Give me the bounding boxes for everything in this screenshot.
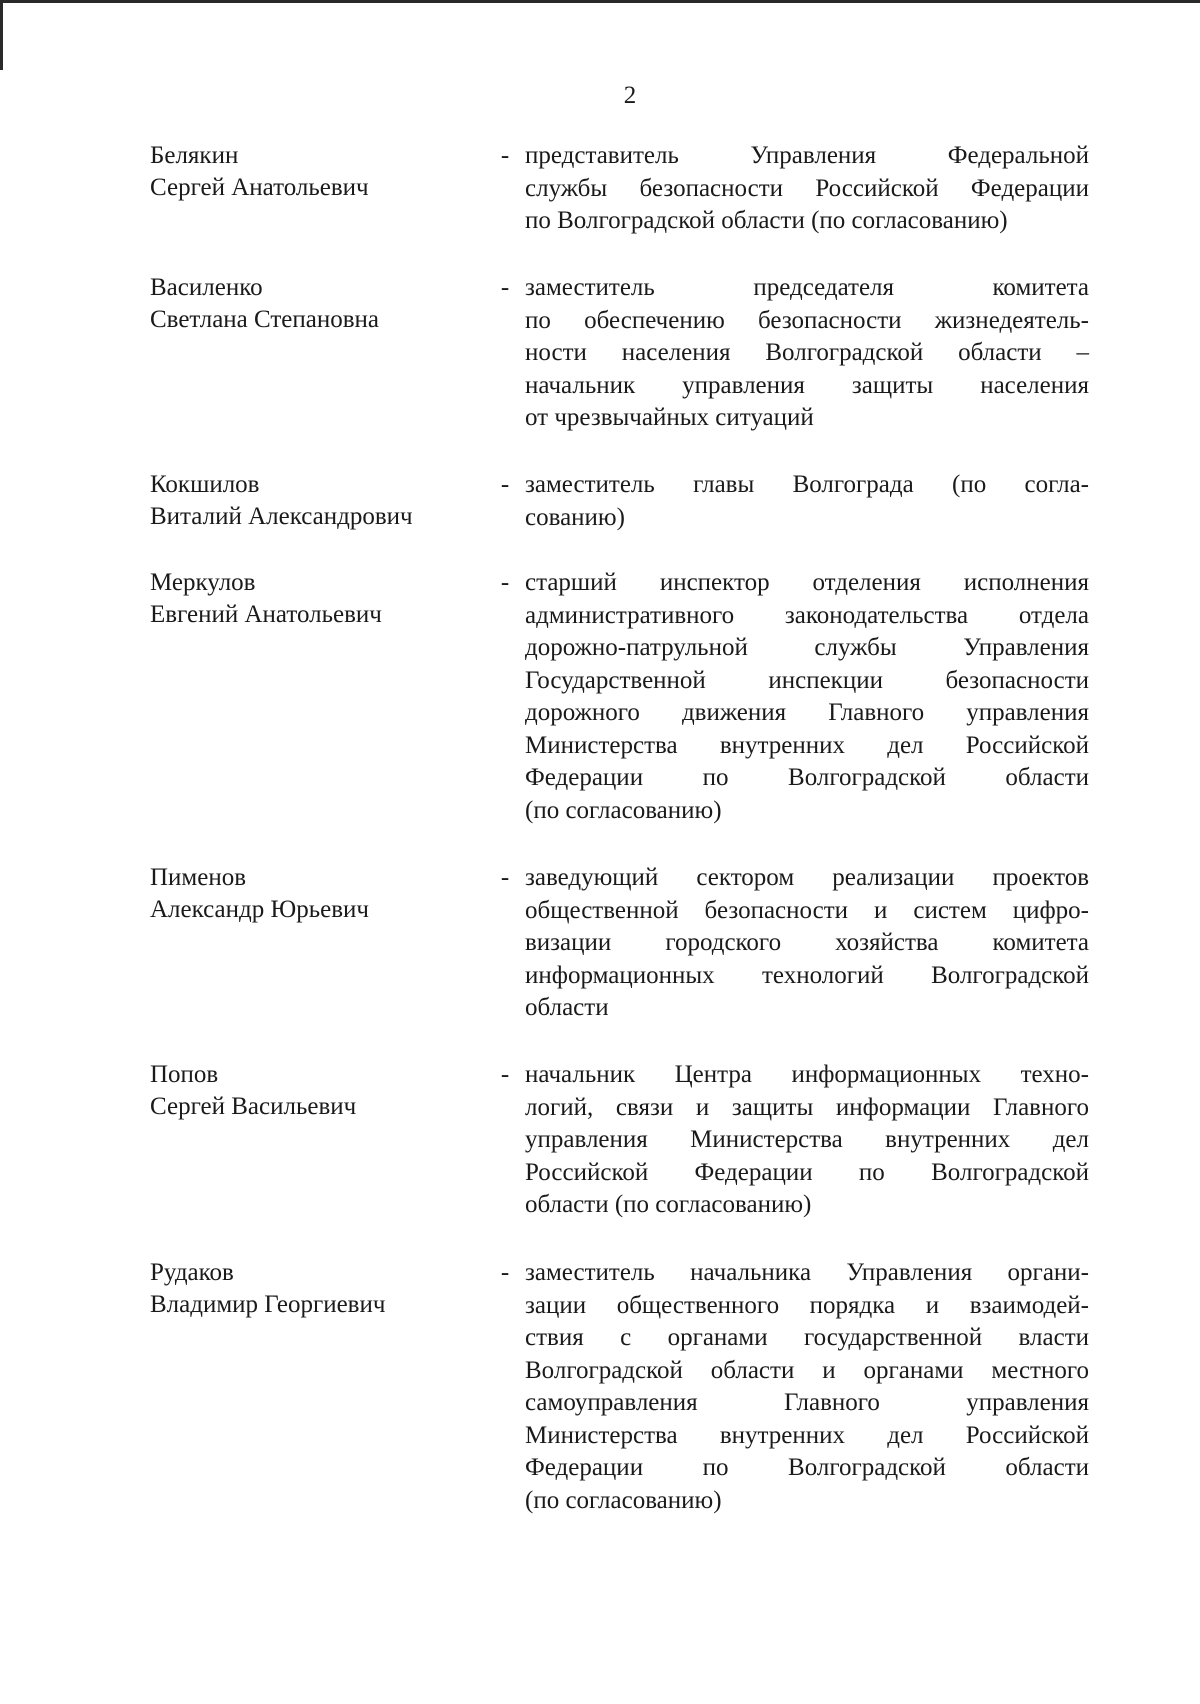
member-surname: Василенко [150,274,263,301]
member-name [150,567,490,631]
member-surname: Попов [150,1061,219,1088]
position-line: дорожного движения Главного управления [525,699,1089,726]
position-line: старший инспектор отделения исполнения [525,569,1089,596]
position-line: по Волгоградской области (по согласованию) [525,207,1008,234]
position-line: сованию) [525,503,625,531]
member-name [150,140,490,204]
position-line: заведующий сектором реализации проектов [525,864,1089,891]
separator-dash: - [500,274,510,301]
member-surname: Рудаков [150,1259,234,1286]
member-name [150,862,490,926]
position-line: информационных технологий Волгоградской [525,961,1089,989]
position-line: начальник управления защиты населения [525,371,1089,399]
position-line: заместитель начальника Управления органи- [525,1259,1089,1286]
position-line: зации общественного порядка и взаимодей- [525,1291,1089,1319]
member-name [150,469,490,533]
position-line: области (по согласованию) [525,1191,812,1218]
position-line: дорожно-патрульной службы Управления [525,634,1089,661]
position-line: (по согласованию) [525,1486,722,1514]
separator-dash: - [500,864,510,891]
member-surname: Кокшилов [150,471,260,498]
position-line: Волгоградской области и органами местного [525,1356,1089,1384]
member-given-name: Владимир Георгиевич [150,1291,386,1318]
position-line: ствия с органами государственной власти [525,1324,1089,1351]
member-position [525,1059,1089,1222]
member-position [525,272,1089,435]
page-number: 2 [623,82,637,109]
member-position [525,1257,1089,1517]
position-line: от чрезвычайных ситуаций [525,404,814,431]
position-line: Федерации по Волгоградской области [525,764,1089,791]
member-position [525,862,1089,1025]
member-given-name: Сергей Анатольевич [150,174,369,201]
member-position [525,567,1089,827]
member-surname: Меркулов [150,569,256,596]
position-line: логий, связи и защиты информации Главного [525,1093,1089,1121]
separator-dash: - [500,1259,510,1286]
separator-dash: - [500,569,510,596]
position-line: административного законодательства отдела [525,601,1089,629]
position-line: области [525,994,609,1021]
position-line: начальник Центра информационных техно- [525,1061,1089,1088]
position-line: заместитель председателя комитета [525,274,1089,301]
member-position [525,140,1089,238]
position-line: управления Министерства внутренних дел [525,1126,1089,1153]
position-line: Министерства внутренних дел Российской [525,731,1089,759]
scan-border-top [0,0,1200,3]
separator-dash: - [500,1061,510,1088]
member-name [150,1257,490,1321]
member-given-name: Светлана Степановна [150,306,380,333]
position-line: ности населения Волгоградской области – [525,339,1089,366]
position-line: общественной безопасности и систем цифро- [525,896,1089,924]
member-given-name: Виталий Александрович [150,503,413,530]
position-line: службы безопасности Российской Федерации [525,174,1089,202]
scan-border-left [0,0,3,70]
separator-dash: - [500,142,510,169]
member-given-name: Евгений Анатольевич [150,601,382,628]
position-line: Федерации по Волгоградской области [525,1454,1089,1481]
member-name [150,1059,490,1123]
position-line: Государственной инспекции безопасности [525,666,1089,694]
position-line: заместитель главы Волгограда (по согла- [525,471,1089,498]
position-line: визации городского хозяйства комитета [525,929,1089,956]
member-given-name: Сергей Васильевич [150,1093,357,1120]
member-surname: Пименов [150,864,247,891]
position-line: Российской Федерации по Волгоградской [525,1158,1089,1186]
member-position [525,469,1089,534]
separator-dash: - [500,471,510,498]
position-line: по обеспечению безопасности жизнедеятель- [525,306,1089,334]
member-name [150,272,490,336]
position-line: Министерства внутренних дел Российской [525,1421,1089,1449]
position-line: представитель Управления Федеральной [525,142,1089,169]
position-line: (по согласованию) [525,796,722,824]
member-surname: Белякин [150,142,239,169]
member-given-name: Александр Юрьевич [150,896,369,923]
position-line: самоуправления Главного управления [525,1389,1089,1416]
